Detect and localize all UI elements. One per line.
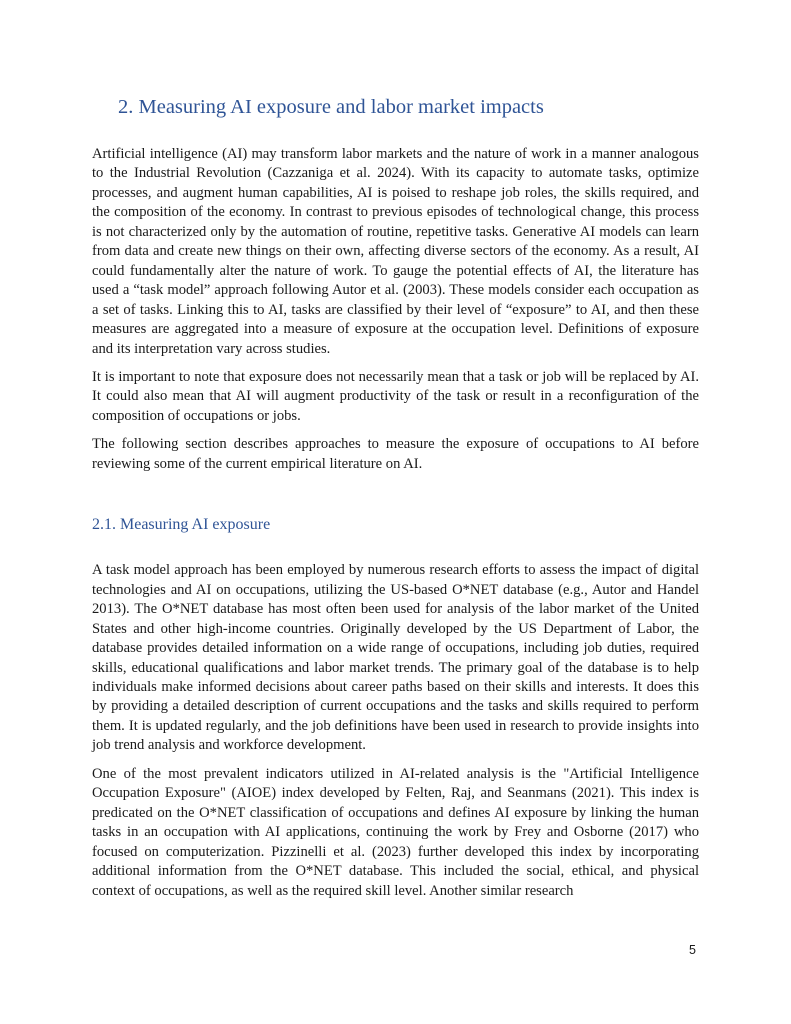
body-paragraph: It is important to note that exposure does not necessarily mean that a task or job will be replaced by AI. It could also mean that AI will augment productivity of the task or result in a reconfiguration of the composition of occupations or jobs. bbox=[92, 368, 699, 424]
subsection-heading: 2.1. Measuring AI exposure bbox=[92, 516, 271, 534]
page-number: 5 bbox=[689, 943, 696, 957]
body-paragraph: The following section describes approaches to measure the exposure of occupations to AI before reviewing some of the current empirical literature on AI. bbox=[92, 436, 699, 472]
body-paragraph: Artificial intelligence (AI) may transform labor markets and the nature of work in a manner analogous to the Industrial Revolution (Cazzaniga et al. 2024). With its capacity to automate tasks, optimize processes, and augment human capabilities, AI is poised to reshape job roles, the skills required, and the composition of the economy. In contrast to previous episodes of technological change, this process is not characterized only by the automation of routine, repetitive tasks. Generative AI models can learn from data and create new things on their own, affecting diverse sectors of the economy. As a result, AI could fundamentally alter the nature of work. To gauge the potential effects of AI, the literature has used a “task model” approach following Autor et al. (2003). These models consider each occupation as a set of tasks. Linking this to AI, tasks are classified by their level of “exposure” to AI, and then these measures are aggregated into a measure of exposure at the occupation level. Definitions of exposure and its interpretation vary across studies. bbox=[92, 146, 699, 357]
body-paragraph: One of the most prevalent indicators utilized in AI-related analysis is the "Artificial Intelligence Occupation Exposure" (AIOE) index developed by Felten, Raj, and Seanmans (2021). This index is predicated on the O*NET classification of occupations and defines AI exposure by linking the human tasks in an occupation with AI applications, continuing the work by Frey and Osborne (2017) who focused on computerization. Pizzinelli et al. (2023) further developed this index by incorporating additional information from the O*NET database. This included the social, ethical, and physical context of occupations, as well as the required skill level. Another similar research bbox=[92, 765, 699, 899]
page-content bbox=[92, 94, 699, 901]
section-heading: 2. Measuring AI exposure and labor market impacts bbox=[118, 96, 544, 118]
body-paragraph: A task model approach has been employed by numerous research efforts to assess the impact of digital technologies and AI on occupations, utilizing the US-based O*NET database (e.g., Autor and Handel 2013). The O*NET database has most often been used for analysis of the labor market of the United States and other high-income countries. Originally developed by the US Department of Labor, the database provides detailed information on a wide range of occupations, including job duties, required skills, educational qualifications and labor market trends. The primary goal of the database is to help individuals make informed decisions about career paths based on their skills and interests. It does this by providing a detailed description of current occupations and the tasks and skills required to perform them. It is updated regularly, and the job definitions have been used in research to provide insights into job trend analysis and workforce development. bbox=[92, 562, 699, 754]
